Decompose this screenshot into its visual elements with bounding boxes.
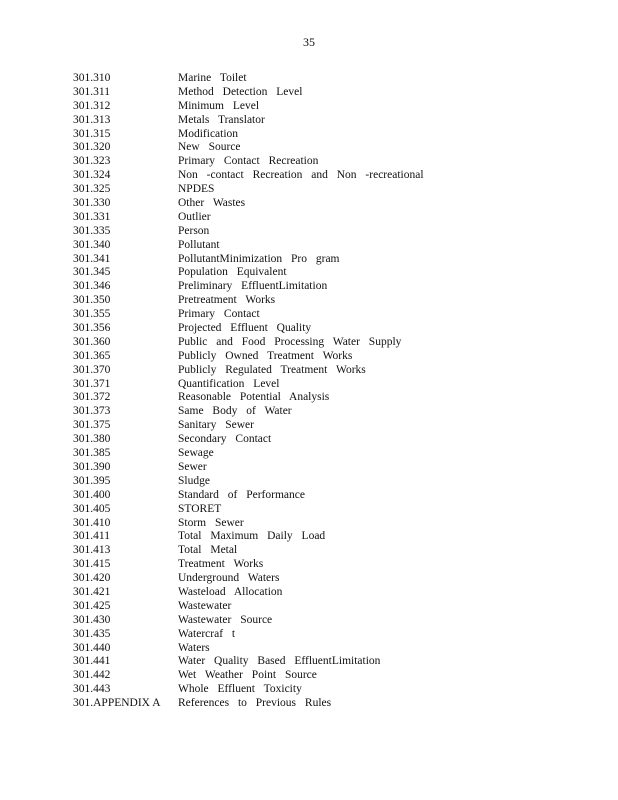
list-item bbox=[73, 378, 424, 392]
section-title: Primary Contact Recreation bbox=[178, 155, 319, 168]
list-item bbox=[73, 197, 424, 211]
list-item bbox=[73, 669, 424, 683]
section-number: 301.350 bbox=[73, 294, 111, 307]
list-item bbox=[73, 600, 424, 614]
list-item bbox=[73, 253, 424, 267]
list-item bbox=[73, 628, 424, 642]
section-title: References to Previous Rules bbox=[178, 697, 332, 710]
list-item bbox=[73, 294, 424, 308]
section-title: Water Quality Based EffluentLimitation bbox=[178, 655, 381, 668]
section-number: 301.312 bbox=[73, 99, 111, 112]
section-number: 301.443 bbox=[73, 683, 111, 696]
section-number: 301.365 bbox=[73, 349, 111, 362]
section-title: Sanitary Sewer bbox=[178, 419, 254, 432]
list-item bbox=[73, 86, 424, 100]
section-title: Non -contact Recreation and Non -recreational bbox=[178, 169, 424, 182]
section-number: 301.346 bbox=[73, 280, 111, 293]
list-item bbox=[73, 391, 424, 405]
section-number: 301.345 bbox=[73, 266, 111, 279]
section-number: 301.413 bbox=[73, 544, 111, 557]
section-number: 301.415 bbox=[73, 558, 111, 571]
section-number: 301.395 bbox=[73, 474, 111, 487]
list-item bbox=[73, 72, 424, 86]
section-number: 301.313 bbox=[73, 113, 111, 126]
list-item bbox=[73, 350, 424, 364]
list-item bbox=[73, 517, 424, 531]
list-item bbox=[73, 475, 424, 489]
section-number: 301.335 bbox=[73, 224, 111, 237]
section-title: Publicly Regulated Treatment Works bbox=[178, 363, 366, 376]
section-number: 301.315 bbox=[73, 127, 111, 140]
section-title: Public and Food Processing Water Supply bbox=[178, 335, 402, 348]
section-title: Underground Waters bbox=[178, 572, 280, 585]
section-number: 301.442 bbox=[73, 669, 111, 682]
list-item bbox=[73, 155, 424, 169]
section-number: 301.441 bbox=[73, 655, 111, 668]
section-number: 301.380 bbox=[73, 433, 111, 446]
section-title: Watercraf t bbox=[178, 627, 236, 640]
list-item bbox=[73, 433, 424, 447]
list-item bbox=[73, 530, 424, 544]
section-number: 301.320 bbox=[73, 141, 111, 154]
section-number: 301.355 bbox=[73, 308, 111, 321]
list-item bbox=[73, 100, 424, 114]
section-number: 301.390 bbox=[73, 460, 111, 473]
section-title: Wastewater bbox=[178, 599, 232, 612]
list-item bbox=[73, 683, 424, 697]
section-number: 301.440 bbox=[73, 641, 111, 654]
list-item bbox=[73, 614, 424, 628]
list-item bbox=[73, 239, 424, 253]
section-title: Sewage bbox=[178, 447, 214, 460]
section-number: 301.400 bbox=[73, 488, 111, 501]
section-title: Secondary Contact bbox=[178, 433, 272, 446]
list-item bbox=[73, 447, 424, 461]
list-item bbox=[73, 544, 424, 558]
section-title: Sewer bbox=[178, 460, 207, 473]
list-item bbox=[73, 336, 424, 350]
section-title: STORET bbox=[178, 502, 222, 515]
section-number: 301.330 bbox=[73, 197, 111, 210]
section-number: 301.APPENDIX A bbox=[73, 697, 161, 710]
section-title: Other Wastes bbox=[178, 197, 246, 210]
section-title: Total Maximum Daily Load bbox=[178, 530, 326, 543]
list-item bbox=[73, 461, 424, 475]
list-item bbox=[73, 697, 424, 711]
list-item bbox=[73, 225, 424, 239]
section-number: 301.405 bbox=[73, 502, 111, 515]
section-title: Wet Weather Point Source bbox=[178, 669, 317, 682]
section-title: Pollutant bbox=[178, 238, 220, 251]
section-title: Treatment Works bbox=[178, 558, 264, 571]
list-item bbox=[73, 419, 424, 433]
section-number: 301.430 bbox=[73, 613, 111, 626]
list-item bbox=[73, 503, 424, 517]
list-item bbox=[73, 128, 424, 142]
section-number: 301.385 bbox=[73, 447, 111, 460]
page-number: 35 bbox=[303, 35, 315, 49]
list-item bbox=[73, 586, 424, 600]
section-title: Wastewater Source bbox=[178, 613, 273, 626]
section-title: Primary Contact bbox=[178, 308, 260, 321]
section-number: 301.435 bbox=[73, 627, 111, 640]
section-title: Total Metal bbox=[178, 544, 238, 557]
section-title: New Source bbox=[178, 141, 241, 154]
section-title: Standard of Performance bbox=[178, 488, 305, 501]
section-title: Pretreatment Works bbox=[178, 294, 276, 307]
section-number: 301.411 bbox=[73, 530, 110, 543]
list-item bbox=[73, 655, 424, 669]
section-title: Storm Sewer bbox=[178, 516, 244, 529]
section-title: Metals Translator bbox=[178, 113, 265, 126]
section-number: 301.325 bbox=[73, 183, 111, 196]
section-number: 301.425 bbox=[73, 599, 111, 612]
list-item bbox=[73, 266, 424, 280]
list-item bbox=[73, 114, 424, 128]
list-item bbox=[73, 364, 424, 378]
section-number: 301.323 bbox=[73, 155, 111, 168]
section-number: 301.311 bbox=[73, 85, 110, 98]
section-title: Person bbox=[178, 224, 210, 237]
section-title: Method Detection Level bbox=[178, 85, 303, 98]
list-item bbox=[73, 169, 424, 183]
list-item bbox=[73, 322, 424, 336]
section-title: Marine Toilet bbox=[178, 72, 247, 84]
section-title: Sludge bbox=[178, 474, 210, 487]
list-item bbox=[73, 558, 424, 572]
list-item bbox=[73, 211, 424, 225]
section-number: 301.420 bbox=[73, 572, 111, 585]
section-title: Modification bbox=[178, 127, 239, 140]
section-title: Whole Effluent Toxicity bbox=[178, 683, 302, 696]
section-title: Minimum Level bbox=[178, 99, 260, 112]
section-title: Reasonable Potential Analysis bbox=[178, 391, 330, 404]
section-title: Publicly Owned Treatment Works bbox=[178, 349, 353, 362]
section-number: 301.372 bbox=[73, 391, 111, 404]
section-list bbox=[73, 72, 424, 711]
list-item bbox=[73, 141, 424, 155]
section-number: 301.331 bbox=[73, 210, 111, 223]
list-item bbox=[73, 280, 424, 294]
section-number: 301.341 bbox=[73, 252, 111, 265]
section-title: Quantification Level bbox=[178, 377, 280, 390]
section-title: Population Equivalent bbox=[178, 266, 287, 279]
section-number: 301.340 bbox=[73, 238, 111, 251]
section-title: Preliminary EffluentLimitation bbox=[178, 280, 328, 293]
section-title: NPDES bbox=[178, 183, 215, 196]
section-title: Same Body of Water bbox=[178, 405, 292, 418]
section-number: 301.356 bbox=[73, 322, 111, 335]
list-item bbox=[73, 489, 424, 503]
section-number: 301.324 bbox=[73, 169, 111, 182]
list-item bbox=[73, 405, 424, 419]
section-title: Waters bbox=[178, 641, 210, 654]
section-number: 301.370 bbox=[73, 363, 111, 376]
section-number: 301.310 bbox=[73, 72, 111, 84]
section-title: Projected Effluent Quality bbox=[178, 322, 312, 335]
list-item bbox=[73, 183, 424, 197]
section-number: 301.421 bbox=[73, 585, 111, 598]
section-number: 301.375 bbox=[73, 419, 111, 432]
list-item bbox=[73, 572, 424, 586]
list-item bbox=[73, 642, 424, 656]
section-number: 301.360 bbox=[73, 335, 111, 348]
section-title: PollutantMinimization Pro gram bbox=[178, 252, 340, 265]
section-number: 301.371 bbox=[73, 377, 111, 390]
list-item bbox=[73, 308, 424, 322]
section-number: 301.410 bbox=[73, 516, 111, 529]
section-title: Outlier bbox=[178, 210, 211, 223]
section-number: 301.373 bbox=[73, 405, 111, 418]
section-title: Wasteload Allocation bbox=[178, 585, 283, 598]
